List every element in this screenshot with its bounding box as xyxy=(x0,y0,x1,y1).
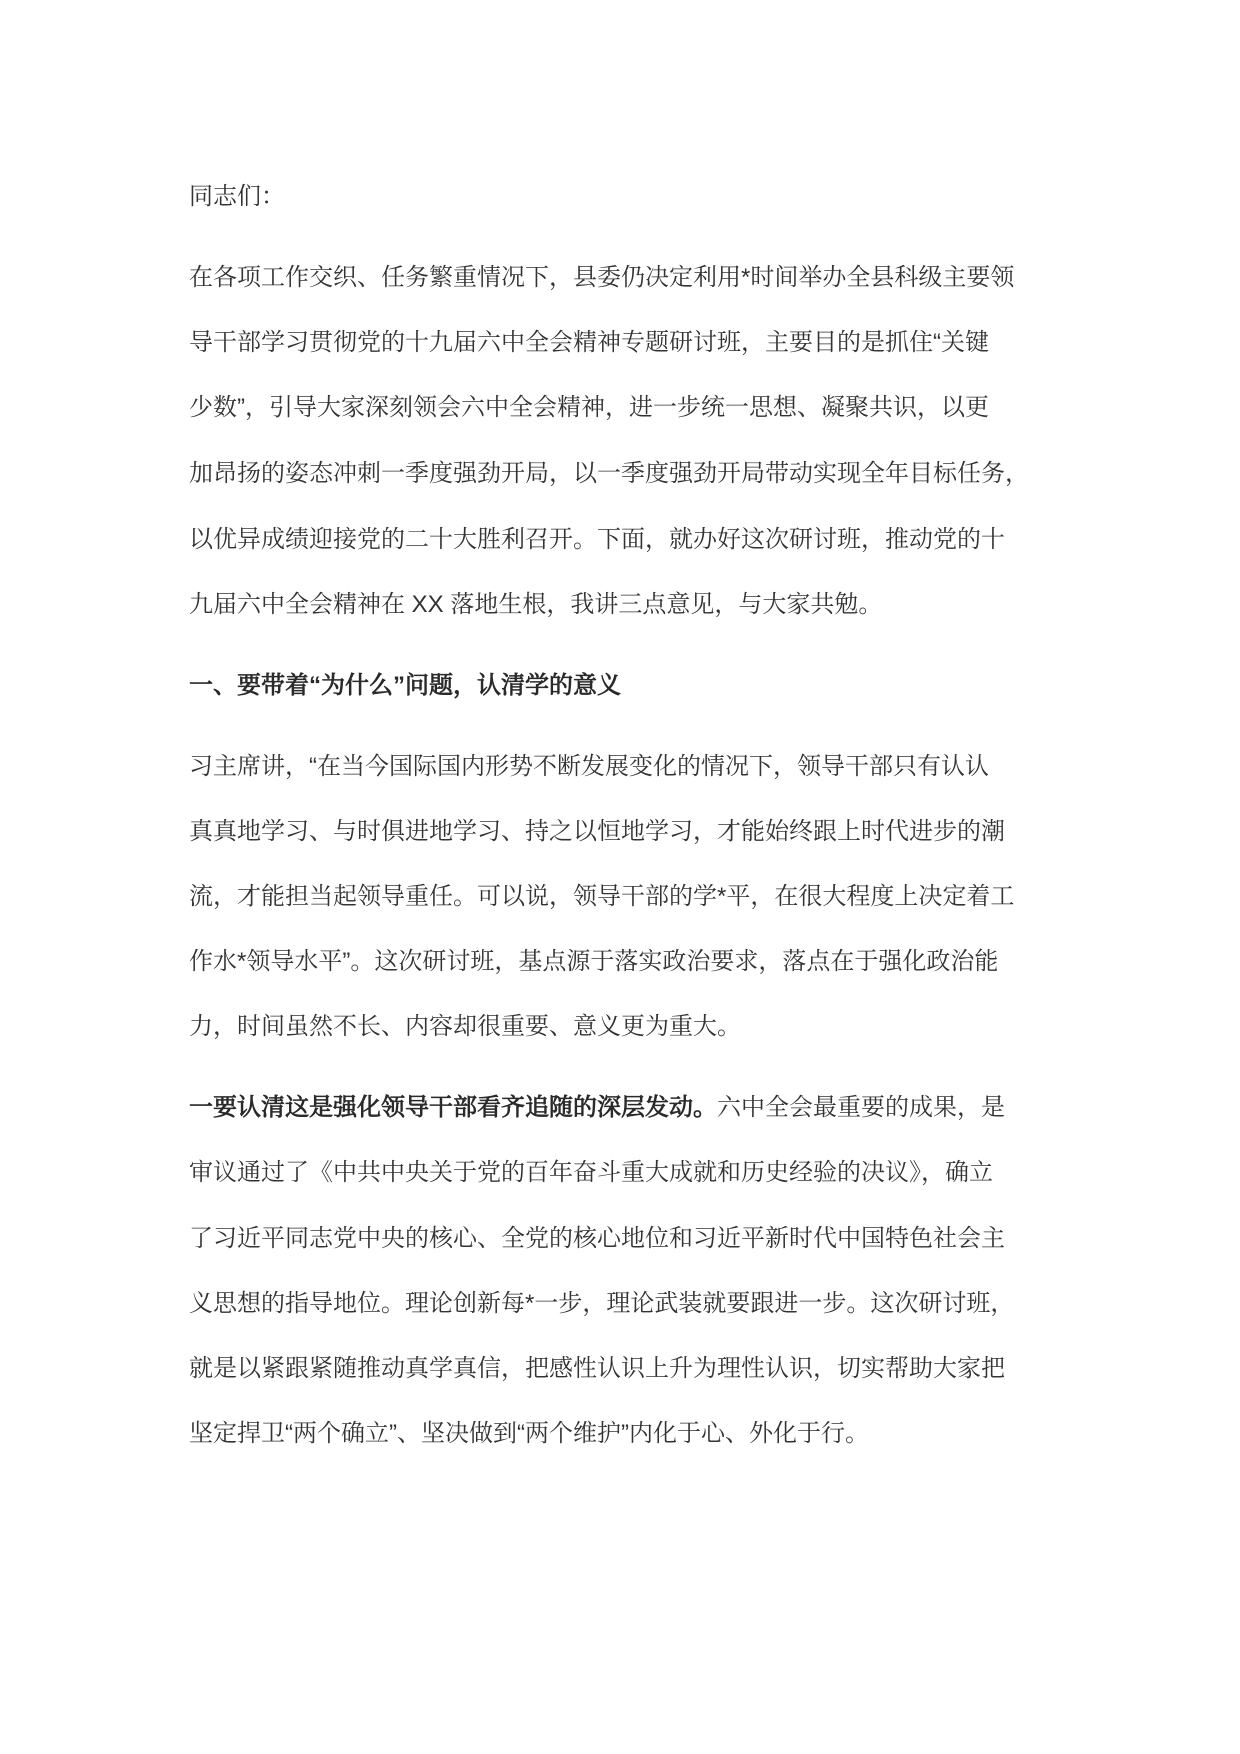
text-line: 少数”，引导大家深刻领会六中全会精神，进一步统一思想、凝聚共识，以更 xyxy=(189,394,989,421)
text-line: 力，时间虽然不长、内容却很重要、意义更为重大。 xyxy=(189,1013,741,1040)
greeting: 同志们： xyxy=(189,183,285,210)
text-line: 作水*领导水平”。这次研讨班，基点源于落实政治要求，落点在于强化政治能 xyxy=(189,948,999,975)
section-heading: 一、要带着“为什么”问题，认清学的意义 xyxy=(189,672,621,699)
point-text: 六中全会最重要的成果，是 xyxy=(717,1094,1005,1121)
text-line: 流，才能担当起领导重任。可以说，领导干部的学*平，在很大程度上决定着工 xyxy=(189,883,1015,910)
text-line: 导干部学习贯彻党的十九届六中全会精神专题研讨班，主要目的是抓住“关键 xyxy=(189,329,989,356)
text-line: 义思想的指导地位。理论创新每*一步，理论武装就要跟进一步。这次研讨班， xyxy=(189,1290,1015,1317)
text-line: 坚定捍卫“两个确立”、坚决做到“两个维护”内化于心、外化于行。 xyxy=(189,1420,869,1447)
text-line: 在各项工作交织、任务繁重情况下，县委仍决定利用*时间举办全县科级主要领 xyxy=(189,264,1015,291)
text-line: 习主席讲，“在当今国际国内形势不断发展变化的情况下，领导干部只有认认 xyxy=(189,753,989,780)
text-line: 加昂扬的姿态冲刺一季度强劲开局，以一季度强劲开局带动实现全年目标任务， xyxy=(189,460,1029,487)
point-lead: 一要认清这是强化领导干部看齐追随的深层发动。 xyxy=(189,1094,717,1121)
text-line: 了习近平同志党中央的核心、全党的核心地位和习近平新时代中国特色社会主 xyxy=(189,1225,1005,1252)
text-line: 审议通过了《中共中央关于党的百年奋斗重大成就和历史经验的决议》，确立 xyxy=(189,1159,993,1186)
text-line xyxy=(189,1093,1069,1123)
text-line: 以优异成绩迎接党的二十大胜利召开。下面，就办好这次研讨班，推动党的十 xyxy=(189,526,1005,553)
text-line: 九届六中全会精神在 XX 落地生根，我讲三点意见，与大家共勉。 xyxy=(189,591,883,618)
text-line: 真真地学习、与时俱进地学习、持之以恒地学习，才能始终跟上时代进步的潮 xyxy=(189,818,1005,845)
text-line: 就是以紧跟紧随推动真学真信，把感性认识上升为理性认识，切实帮助大家把 xyxy=(189,1355,1005,1382)
